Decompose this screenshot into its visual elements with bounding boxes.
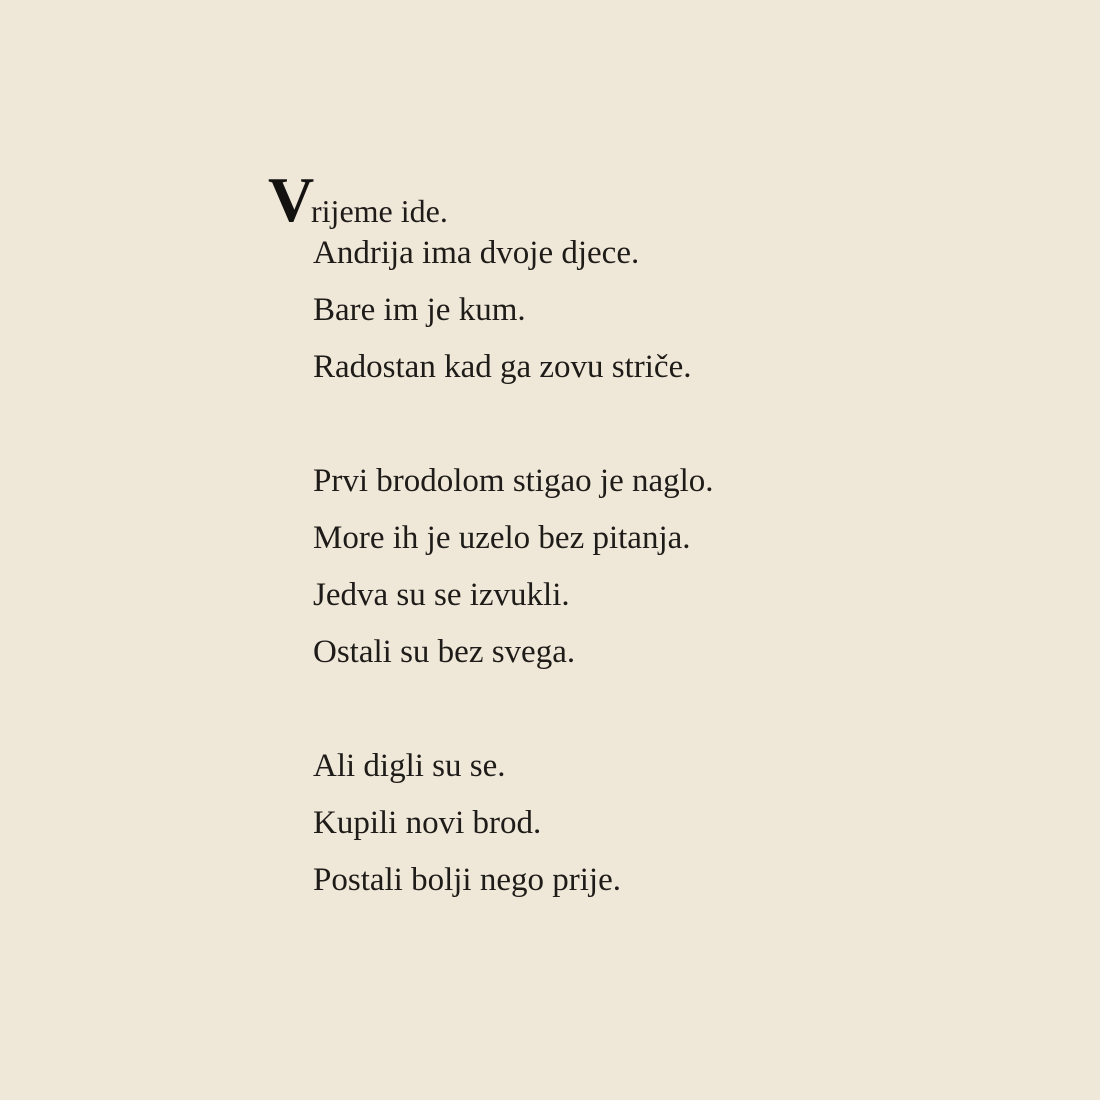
poem-line: Andrija ima dvoje djece. bbox=[313, 235, 640, 271]
poem-line: Prvi brodolom stigao je naglo. bbox=[313, 463, 714, 499]
poem-line: Radostan kad ga zovu striče. bbox=[313, 349, 692, 385]
poem bbox=[268, 164, 988, 909]
poem-line: Ali digli su se. bbox=[313, 748, 506, 784]
poem-line: Ostali su bez svega. bbox=[313, 634, 576, 670]
stanza-break bbox=[268, 681, 988, 738]
stanza-break bbox=[268, 396, 988, 453]
poem-line: Bare im je kum. bbox=[313, 292, 526, 328]
poem-line: Jedva su se izvukli. bbox=[313, 577, 570, 613]
drop-cap: V bbox=[268, 164, 315, 235]
poem-line: More ih je uzelo bez pitanja. bbox=[313, 520, 691, 556]
poem-line: Kupili novi brod. bbox=[313, 805, 542, 841]
stanza-2 bbox=[313, 453, 988, 681]
stanza-3 bbox=[313, 738, 988, 909]
stanza-1 bbox=[313, 225, 988, 396]
poem-first-line bbox=[268, 164, 988, 235]
poem-line: Postali bolji nego prije. bbox=[313, 862, 621, 898]
first-line-text: rijeme ide. bbox=[311, 193, 448, 229]
